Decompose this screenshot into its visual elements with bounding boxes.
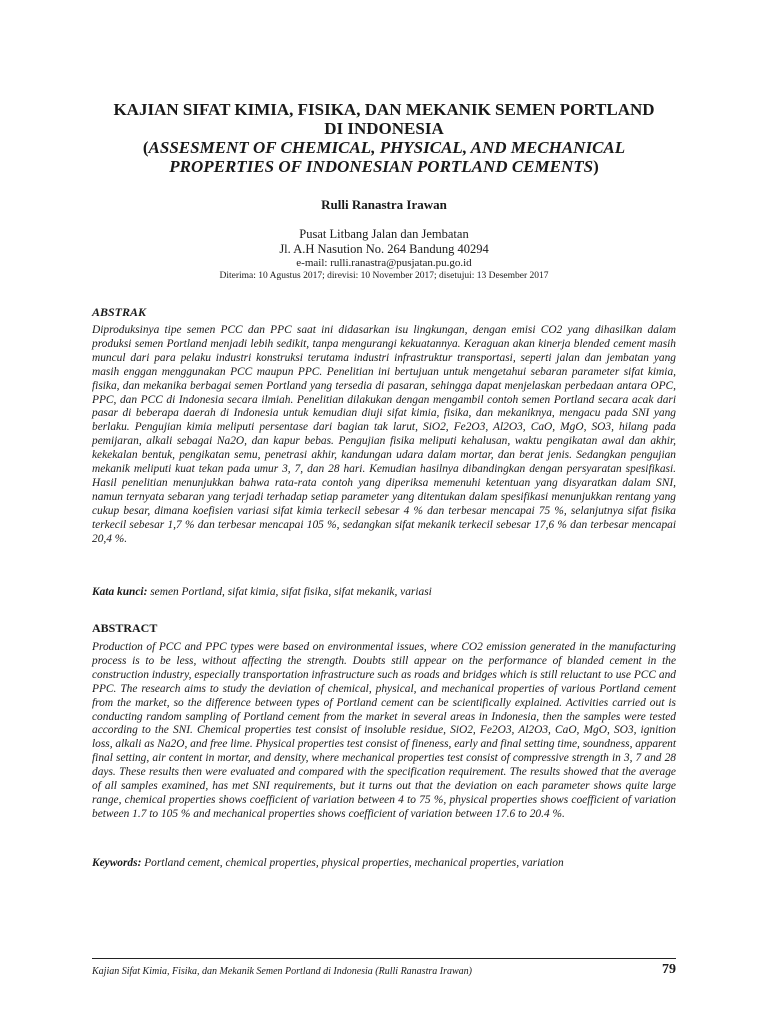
abstrak-heading: ABSTRAK [92, 305, 147, 319]
running-footer: Kajian Sifat Kimia, Fisika, dan Mekanik Semen Portland di Indonesia (Rulli Ranastra Irawan) [92, 966, 472, 977]
title-english-line-2: PROPERTIES OF INDONESIAN PORTLAND CEMENTS [169, 157, 594, 176]
author-name: Rulli Ranastra Irawan [321, 197, 447, 212]
title-english [60, 138, 708, 157]
kata-kunci [92, 586, 676, 598]
keywords-label: Keywords: [92, 857, 142, 869]
kata-kunci-values: semen Portland, sifat kimia, sifat fisika, sifat mekanik, variasi [147, 586, 432, 598]
keywords [92, 857, 676, 869]
email: e-mail: rulli.ranastra@pusjatan.pu.go.id [296, 257, 472, 269]
title-paren-open: ( [142, 138, 149, 157]
footer-divider [92, 958, 676, 959]
title-indonesian-line-2: DI INDONESIA [324, 119, 444, 138]
title-paren-close: ) [593, 157, 599, 176]
page-number: 79 [662, 962, 676, 977]
kata-kunci-label: Kata kunci: [92, 586, 148, 598]
abstract-text: Production of PCC and PPC types were based on environmental issues, where CO2 emission generated in the manufacturing process is to be less, without affecting the strength. Doubts still appear on the performance of blanded cement in the construction industry, especially transportation infrastructure such as roads and bridges which is still reluctant to use PCC and PPC. The research aims to study the deviation of chemical, physical, and mechanical properties of various Portland cement from the market, so the difference between types of Portland cement can be scientifically explained. Activities carried out is conducting random sampling of Portland cement from the market in several areas in Indonesia, then the samples were tested according to the SNI. Chemical properties test consist of insoluble residue, SiO2, Fe2O3, Al2O3, CaO, MgO, SO3, ignition loss, alkali as Na2O, and free lime. Physical properties test consist of fineness, early and final setting time, soundness, apparent final setting, air content in mortar, and density, where mechanical properties test consist of compressive strength in 3, 7 and 28 days. These results then were evaluated and compared with the specification requirement. The results showed that the average of all samples examined, has met SNI requirements, but it turns out that the deviation on each parameter shows quite large range, chemical properties shows coefficient of variation between 4 to 75 %, physical properties shows coefficient of variation between 1.7 to 105 % and mechanical properties shows coefficient of variation between 17.6 to 20.4 %. [92, 641, 676, 820]
address: Jl. A.H Nasution No. 264 Bandung 40294 [279, 242, 489, 256]
keywords-values: Portland cement, chemical properties, physical properties, mechanical properties, variation [141, 857, 564, 869]
title-indonesian-line-1: KAJIAN SIFAT KIMIA, FISIKA, DAN MEKANIK SEMEN PORTLAND [113, 100, 655, 119]
affiliation-block [60, 227, 708, 282]
abstrak-text: Diproduksinya tipe semen PCC dan PPC saat ini didasarkan isu lingkungan, dengan emisi CO2 yang dihasilkan dalam produksi semen Portland menjadi lebih sedikit, tanpa mengurangi kekuatannya. Keraguan akan kinerja blended cement masih muncul dari para pelaku industri konstruksi terutama industri infrastruktur transportasi, seperti jalan dan jembatan yang masih enggan menggunakan PCC maupun PPC. Penelitian ini bertujuan untuk mengetahui sebaran parameter sifat kimia, fisika, dan mekanika berbagai semen Portland yang tersedia di pasaran, sehingga dapat menjelaskan perbedaan antara OPC, PPC, dan PCC di Indonesia secara ilmiah. Penelitian dilakukan dengan mengambil contoh semen Portland secara acak dari pasar di beberapa daerah di Indonesia untuk kemudian diuji sifat kimia, fisika, dan mekaniknya, mengacu pada SNI yang berlaku. Pengujian kimia meliputi persentase dari bagian tak larut, SiO2, Fe2O3, Al2O3, CaO, MgO, SO3, hilang pada pemijaran, alkali sebagai Na2O, dan kapur bebas. Pengujian fisika meliputi kehalusan, waktu pengikatan awal dan akhir, kekekalan bentuk, pengikatan semu, penetrasi akhir, kandungan udara dalam mortar, dan berat jenis. Sedangkan pengujian mekanik meliputi kuat tekan pada umur 3, 7, dan 28 hari. Kemudian hasilnya dibandingkan dengan persyaratan spesifikasi. Hasil penelitian menunjukkan bahwa rata-rata contoh yang diperiksa memenuhi ketentuan yang disyaratkan dalam SNI, namun ternyata sebaran yang terjadi terhadap setiap parameter yang ditentukan dalam spesifikasi menunjukkan rentang yang cukup besar, dimana koefisien variasi sifat kimia terkecil sebesar 4 % dan terbesar mencapai 75 %, selanjutnya sifat fisika terkecil sebesar 1,7 % dan terbesar mencapai 105 %, sedangkan sifat mekanik terkecil sebesar 17,6 % dan terbesar mencapai 20,4 %. [92, 324, 676, 545]
submission-dates: Diterima: 10 Agustus 2017; direvisi: 10 November 2017; disetujui: 13 Desember 2017 [219, 271, 549, 281]
title-english-2 [60, 157, 708, 176]
abstract-heading: ABSTRACT [92, 621, 158, 635]
title-english-line-1: ASSESMENT OF CHEMICAL, PHYSICAL, AND MECHANICAL [148, 138, 626, 157]
institution: Pusat Litbang Jalan dan Jembatan [299, 227, 469, 241]
paper-title [60, 100, 708, 176]
